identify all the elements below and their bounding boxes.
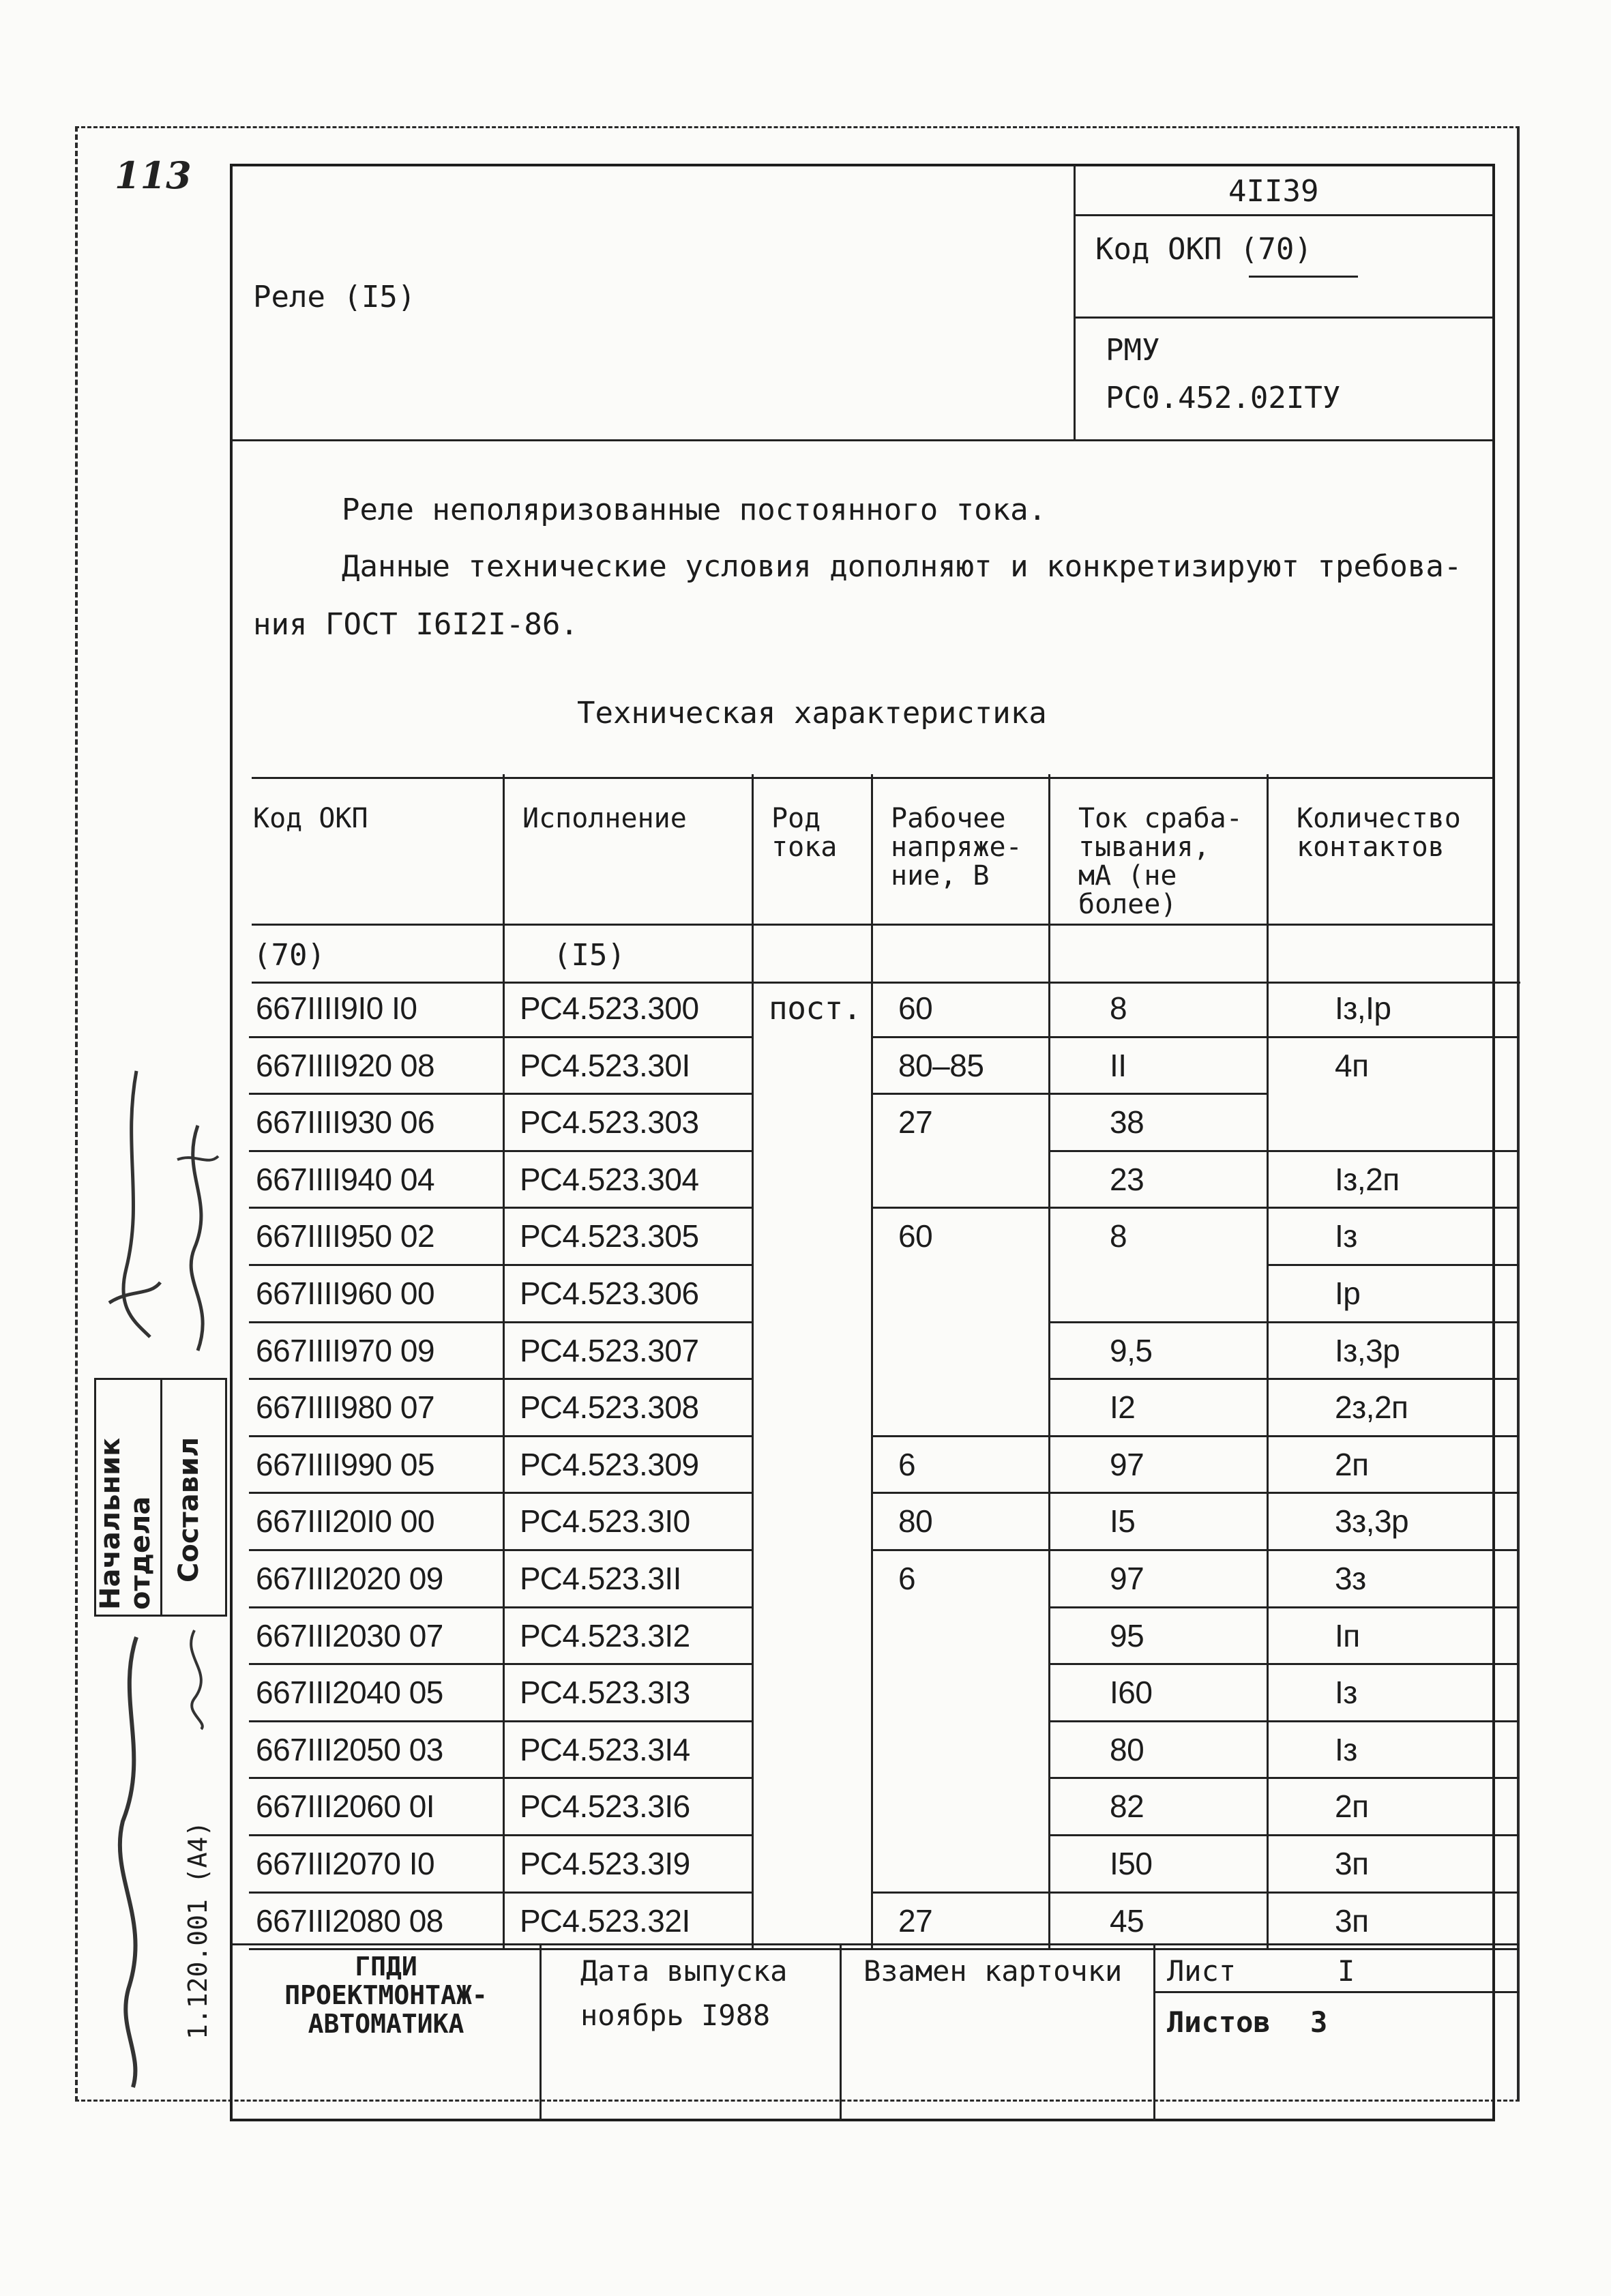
subheader-version: (I5) (553, 938, 625, 973)
sheet-value: I (1337, 1954, 1355, 1988)
table-cell-current-type: пост. (769, 990, 861, 1027)
table-cell-version: РС4.523.3I4 (520, 1731, 690, 1767)
table-row (249, 1663, 1519, 1720)
table-cell-trip-current: 97 (1110, 1561, 1144, 1596)
table-cell-okp-code: 667IIII990 05 (256, 1446, 435, 1482)
card-number: 4II39 (1228, 174, 1319, 209)
table-cell-okp-code: 667III20I0 00 (256, 1503, 435, 1540)
table-row (249, 1264, 1519, 1321)
table-cell-version: РС4.523.3I2 (520, 1617, 690, 1653)
table-cell-version: РС4.523.303 (520, 1104, 699, 1140)
table-cell-okp-code: 667IIII950 02 (256, 1218, 435, 1254)
sheet-label: Лист (1167, 1954, 1237, 1988)
subheader-okp: (70) (253, 938, 325, 973)
side-stamp-divider (160, 1378, 162, 1617)
table-cell-okp-code: 667III2040 05 (256, 1675, 443, 1711)
table-cell-version: РС4.523.305 (520, 1218, 699, 1254)
col-header-okp-code: Код ОКП (253, 803, 368, 834)
col-header-version: Исполнение (522, 803, 687, 834)
table-cell-okp-code: 667III2080 08 (256, 1902, 443, 1939)
table-cell-okp-code: 667IIII960 00 (256, 1276, 435, 1311)
table-row (249, 1036, 1519, 1093)
table-cell-trip-current: 82 (1110, 1789, 1144, 1825)
table-cell-trip-current: 9,5 (1110, 1332, 1153, 1368)
issue-date-label: Дата выпуска (580, 1954, 788, 1988)
table-cell-trip-current: 8 (1110, 990, 1127, 1026)
org-stamp: ГПДИ ПРОЕКТМОНТАЖ- АВТОМАТИКА (284, 1952, 488, 2039)
table-cell-trip-current: II (1110, 1047, 1127, 1083)
table-cell-okp-code: 667IIII920 08 (256, 1047, 435, 1083)
tech-table-body (230, 164, 1526, 2121)
table-cell-line (871, 1948, 1048, 1950)
table-cell-version: РС4.523.3I0 (520, 1503, 690, 1540)
table-cell-version: РС4.523.32I (520, 1902, 690, 1939)
table-cell-contacts: Iз,2п (1335, 1161, 1400, 1197)
sheets-label: Листов (1167, 2005, 1271, 2039)
table-cell-version: РС4.523.309 (520, 1446, 699, 1482)
table-row (249, 1378, 1519, 1435)
spec-number: РС0.452.02IТУ (1106, 381, 1341, 415)
table-cell-contacts: Iз (1335, 1675, 1357, 1711)
table-row (249, 1892, 1519, 1949)
table-cell-contacts: 2з,2п (1335, 1389, 1408, 1426)
table-cell-version: РС4.523.308 (520, 1389, 699, 1426)
table-cell-okp-code: 667III2070 I0 (256, 1846, 435, 1881)
page-number: 113 (115, 153, 192, 197)
sheets-value: 3 (1310, 2005, 1328, 2039)
table-cell-trip-current: 80 (1110, 1731, 1144, 1767)
issue-date: ноябрь I988 (580, 1999, 771, 2032)
table-cell-contacts: Iз,Iр (1335, 990, 1391, 1026)
table-row (249, 1321, 1519, 1379)
table-cell-contacts: 3з,3р (1335, 1503, 1409, 1540)
table-cell-line (1267, 1948, 1519, 1950)
table-cell-voltage: 27 (898, 1104, 933, 1140)
table-cell-line (752, 1948, 871, 1950)
col-header-current-type: Род тока (771, 803, 838, 863)
table-row-line (249, 1948, 752, 1950)
table-cell-contacts: 3п (1335, 1902, 1369, 1939)
table-row (249, 1207, 1519, 1264)
table-cell-line (1048, 1948, 1267, 1950)
table-cell-voltage: 80 (898, 1503, 933, 1540)
head-of-dept-label: Начальник отдела (95, 1437, 156, 1610)
signature-compiled-by (167, 1119, 228, 1364)
signature-date (95, 1630, 171, 2094)
table-cell-trip-current: 97 (1110, 1446, 1144, 1482)
intro-line-1: Реле неполяризованные постоянного тока. (342, 492, 1047, 527)
table-row (249, 1492, 1519, 1549)
table-cell-voltage: 27 (898, 1902, 933, 1939)
table-cell-voltage: 6 (898, 1561, 916, 1596)
table-cell-trip-current: 45 (1110, 1902, 1144, 1939)
table-cell-version: РС4.523.300 (520, 990, 699, 1026)
table-cell-contacts: 4п (1335, 1047, 1369, 1083)
signature-small (167, 1623, 228, 1733)
table-cell-trip-current: 38 (1110, 1104, 1144, 1140)
okp-code-label: Код ОКП (70) (1095, 232, 1312, 267)
table-cell-contacts: 2п (1335, 1789, 1369, 1825)
col-header-trip-current: Ток сраба- тывания, мА (не более) (1078, 803, 1243, 920)
signature-head-of-dept (95, 1064, 171, 1357)
table-row (249, 1834, 1519, 1892)
table-cell-voltage: 80–85 (898, 1047, 984, 1083)
table-cell-contacts: Iр (1335, 1276, 1361, 1311)
table-cell-contacts: Iз (1335, 1731, 1357, 1767)
replaces-card-label: Взамен карточки (863, 1954, 1123, 1988)
doc-ref: 1.120.001 (А4) (183, 1821, 213, 2040)
table-cell-contacts: Iз,3р (1335, 1332, 1400, 1368)
table-cell-voltage: 60 (898, 1218, 933, 1254)
table-cell-version: РС4.523.304 (520, 1161, 699, 1197)
table-cell-okp-code: 667IIII980 07 (256, 1389, 435, 1426)
table-cell-contacts: Iз (1335, 1218, 1357, 1254)
table-cell-version: РС4.523.3I3 (520, 1675, 690, 1711)
table-cell-voltage: 60 (898, 990, 933, 1026)
table-cell-okp-code: 667IIII940 04 (256, 1161, 435, 1197)
table-cell-contacts: 3п (1335, 1846, 1369, 1881)
table-cell-okp-code: 667III2020 09 (256, 1561, 443, 1596)
table-cell-trip-current: I5 (1110, 1503, 1136, 1540)
table-cell-version: РС4.523.306 (520, 1276, 699, 1311)
table-cell-contacts: 3з (1335, 1561, 1366, 1596)
table-cell-okp-code: 667IIII970 09 (256, 1332, 435, 1368)
col-header-contacts: Количество контактов (1297, 803, 1461, 863)
table-cell-okp-code: 667III2060 0I (256, 1789, 435, 1825)
table-cell-voltage: 6 (898, 1446, 916, 1482)
table-row (249, 1606, 1519, 1664)
table-cell-version: РС4.523.30I (520, 1047, 690, 1083)
table-cell-trip-current: I2 (1110, 1389, 1136, 1426)
intro-line-3: ния ГОСТ I6I2I-86. (253, 607, 578, 642)
table-row (249, 1720, 1519, 1778)
table-cell-okp-code: 667IIII930 06 (256, 1104, 435, 1140)
table-cell-version: РС4.523.3I9 (520, 1846, 690, 1881)
table-row (249, 1093, 1519, 1150)
table-cell-trip-current: 95 (1110, 1617, 1144, 1653)
table-cell-trip-current: I50 (1110, 1846, 1153, 1881)
table-cell-trip-current: I60 (1110, 1675, 1153, 1711)
table-cell-okp-code: 667IIII9I0 I0 (256, 990, 417, 1026)
intro-line-2: Данные технические условия дополняют и конкретизируют требова- (342, 549, 1462, 584)
table-row (249, 1150, 1519, 1207)
table-row (249, 1777, 1519, 1834)
table-cell-okp-code: 667III2050 03 (256, 1731, 443, 1767)
table-row (249, 979, 1519, 1036)
section-title: Техническая характеристика (577, 696, 1047, 731)
table-cell-trip-current: 8 (1110, 1218, 1127, 1254)
table-cell-version: РС4.523.3I6 (520, 1789, 690, 1825)
table-row (249, 1549, 1519, 1606)
compiled-by-label: Составил (173, 1437, 205, 1583)
table-cell-version: РС4.523.3II (520, 1561, 681, 1596)
col-header-voltage: Рабочее напряже- ние, В (891, 803, 1022, 892)
table-row (249, 1435, 1519, 1492)
table-cell-contacts: Iп (1335, 1617, 1360, 1653)
table-cell-okp-code: 667III2030 07 (256, 1617, 443, 1653)
table-cell-contacts: 2п (1335, 1446, 1369, 1482)
table-cell-trip-current: 23 (1110, 1161, 1144, 1197)
spec-label: РМУ (1106, 333, 1160, 368)
product-name: Реле (I5) (253, 280, 416, 314)
table-cell-version: РС4.523.307 (520, 1332, 699, 1368)
